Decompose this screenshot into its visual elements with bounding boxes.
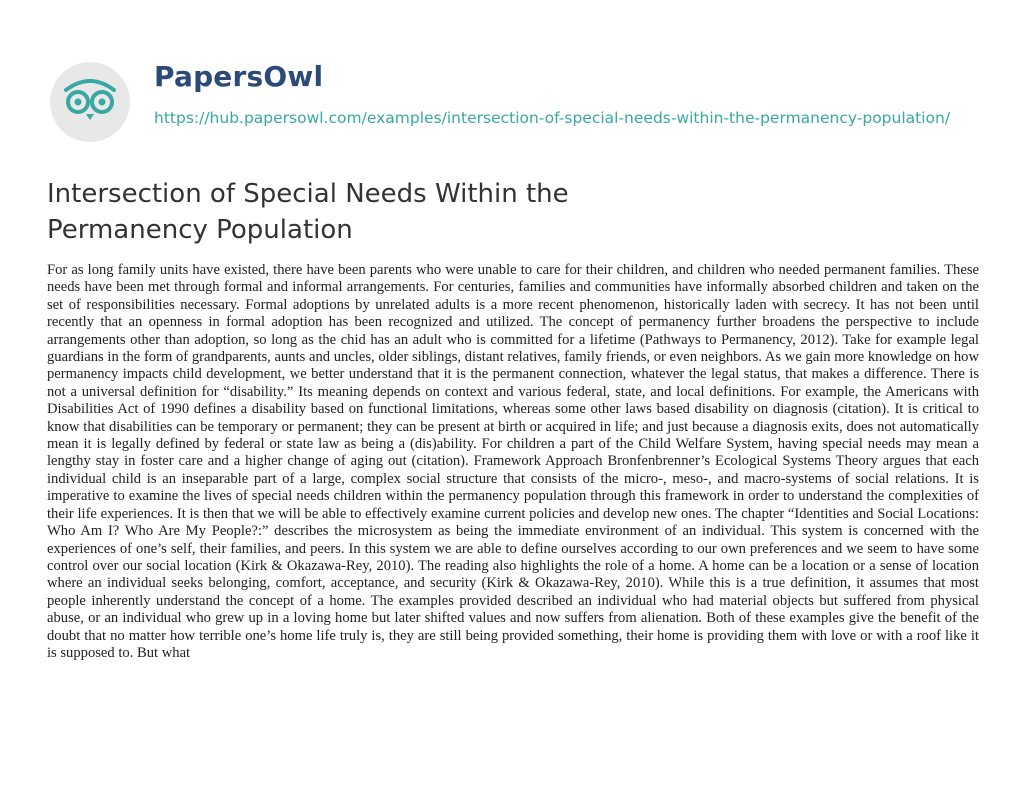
document-title: Intersection of Special Needs Within the Permanency Population [47, 179, 569, 245]
source-url-link[interactable]: https://hub.papersowl.com/examples/intersection-of-special-needs-within-the-permanency-population/ [154, 109, 951, 127]
brand-name[interactable]: PapersOwl [154, 60, 324, 93]
document-body: For as long family units have existed, there have been parents who were unable to care for their children, and children who needed permanent families. These needs have been met through formal and informal arrangements. For centuries, families and communities have informally absorbed children and taken on the set of responsibilities necessary. Formal adoptions by unrelated adults is a more recent phenomenon, historically laden with secrecy. It has not been until recently that an openness in formal adoption has been recognized and utilized. The concept of permanency further broadens the perspective to include arrangements other than adoption, so long as the chid has an adult who is committed for a lifetime (Pathways to Permanency, 2012). Take for example legal guardians in the form of grandparents, aunts and uncles, older siblings, distant relatives, family friends, or even neighbors. As we gain more knowledge on how permanency impacts child development, we better understand that it is the permanent connection, whatever the legal status, that makes a difference. There is not a universal definition for “disability.” Its meaning depends on context and various federal, state, and local definitions. For example, the Americans with Disabilities Act of 1990 defines a disability based on functional limitations, whereas some other laws based disability on diagnosis (citation). It is critical to know that disabilities can be temporary or permanent; they can be present at birth or acquired in life; and just because a diagnosis exits, does not automatically mean it is legally defined by federal or state law as being a (dis)ability. For children a part of the Child Welfare System, having special needs may mean a lengthy stay in foster care and a higher change of aging out (citation). Framework Approach Bronfenbrenner’s Ecological Systems Theory argues that each individual child is an inseparable part of a large, complex social structure that consists of the micro-, meso-, and macro-systems of social relations. It is imperative to examine the lives of special needs children within the permanency population through this framework in order to understand the complexities of their life experiences. It is then that we will be able to effectively examine current policies and develop new ones. The chapter “Identities and Social Locations: Who Am I? Who Are My People?:” describes the microsystem as being the immediate environment of an individual. This system is concerned with the experiences of one’s self, their families, and peers. In this system we are able to define ourselves according to our own preferences and we seem to have some control over our social location (Kirk & Okazawa-Rey, 2010). The reading also highlights the role of a home. A home can be a location or a sense of location where an individual seeks belonging, comfort, acceptance, and security (Kirk & Okazawa-Rey, 2010). While this is a true definition, it assumes that most people inherently understand the concept of a home. The examples provided described an individual who had material objects but suffered from physical abuse, or an individual who grew up in a loving home but later shifted values and now suffers from alienation. Both of these examples give the benefit of the doubt that no matter how terrible one’s home life truly is, they are still being provided something, their home is providing them with love or with a roof like it is supposed to. But what [47, 262, 979, 661]
page-header [48, 50, 978, 160]
owl-logo-icon [48, 50, 138, 150]
